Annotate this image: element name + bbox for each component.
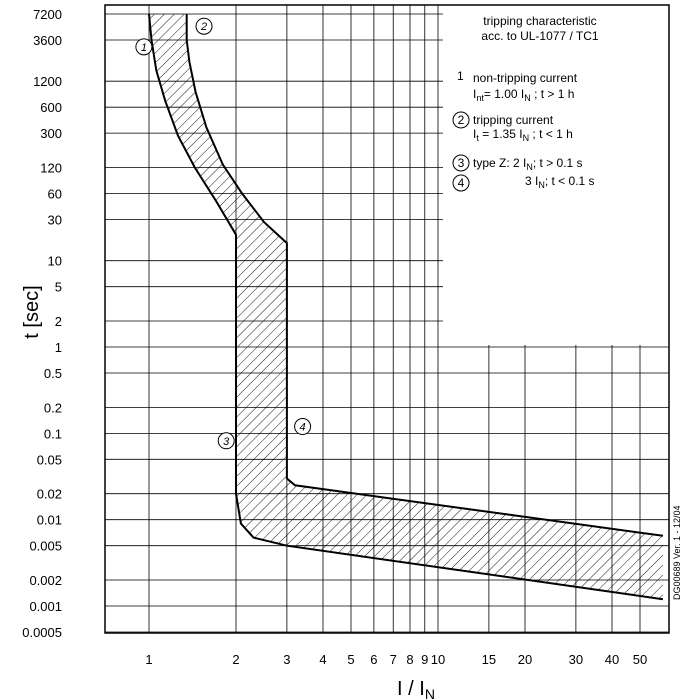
- legend-item4-text: 3 $I_N$; t < 0.1 s: [525, 174, 595, 190]
- y-tick-label: 3600: [33, 32, 62, 48]
- y-tick-label: 0.2: [43, 400, 62, 416]
- x-tick-label: 6: [370, 652, 378, 667]
- legend-item2-number: 2: [457, 113, 465, 127]
- x-tick-label: 10: [430, 652, 446, 667]
- y-tick-label: 300: [40, 126, 62, 142]
- marker-label: 4: [299, 421, 306, 434]
- legend-item2-line1: tripping current: [473, 113, 554, 127]
- y-tick-label: 0.5: [43, 366, 62, 382]
- marker-label: 3: [223, 435, 230, 448]
- x-tick-label: 9: [421, 652, 429, 667]
- y-tick-label: 1: [54, 340, 62, 356]
- legend-item1-line2: $I_{nt}= 1.00$ $I_N$ ; t > 1 h: [473, 87, 575, 103]
- legend-item2-line2: $I_t = 1.35$ $I_N$ ; t < 1 h: [473, 127, 573, 143]
- y-tick-label: 0.005: [29, 538, 62, 554]
- x-tick-label: 5: [347, 652, 355, 667]
- x-tick-label: 4: [319, 652, 327, 667]
- x-tick-label: 1: [145, 652, 153, 667]
- x-tick-label: 50: [632, 652, 648, 667]
- y-tick-label: 0.05: [36, 452, 62, 468]
- y-tick-label: 2: [54, 314, 62, 330]
- x-tick-label: 8: [406, 652, 414, 667]
- legend-item1-line1: non-tripping current: [473, 71, 578, 85]
- legend-item1-number: 1: [457, 69, 464, 83]
- marker-label: 2: [200, 21, 208, 34]
- y-tick-label: 0.02: [36, 486, 62, 502]
- x-tick-label: 15: [481, 652, 497, 667]
- x-axis-title: I / $I_N$: [397, 678, 435, 700]
- legend-item3-text: type Z: 2 $I_N$; t > 0.1 s: [473, 156, 583, 172]
- x-tick-label: 2: [232, 652, 240, 667]
- marker-label: 1: [140, 41, 147, 54]
- y-tick-label: 0.01: [36, 512, 62, 528]
- x-tick-label: 40: [604, 652, 620, 667]
- legend-title-line1: tripping characteristic: [483, 14, 597, 28]
- x-tick-label: 3: [283, 652, 291, 667]
- x-tick-label: 30: [568, 652, 584, 667]
- y-tick-label: 0.0005: [22, 625, 62, 640]
- document-code: DG00689 Ver. 1 - 12/04: [672, 505, 682, 600]
- y-tick-label: 7200: [33, 7, 62, 22]
- y-tick-label: 0.002: [29, 573, 62, 589]
- y-tick-label: 0.1: [43, 426, 62, 442]
- y-tick-label: 10: [47, 253, 62, 269]
- legend-item4-number: 4: [457, 176, 465, 190]
- y-tick-label: 0.001: [29, 599, 62, 615]
- y-axis-title: t [sec]: [21, 285, 43, 339]
- y-tick-label: 30: [47, 212, 62, 228]
- legend-title-line2: acc. to UL-1077 / TC1: [481, 29, 599, 43]
- legend-item3-number: 3: [457, 156, 465, 170]
- y-tick-label: 60: [47, 186, 62, 202]
- y-tick-label: 600: [40, 100, 62, 116]
- x-tick-label: 20: [517, 652, 533, 667]
- y-tick-label: 120: [40, 160, 62, 176]
- y-tick-label: 5: [54, 279, 62, 295]
- y-tick-label: 1200: [33, 74, 62, 90]
- x-tick-labels: [145, 652, 647, 667]
- x-tick-label: 7: [389, 652, 397, 667]
